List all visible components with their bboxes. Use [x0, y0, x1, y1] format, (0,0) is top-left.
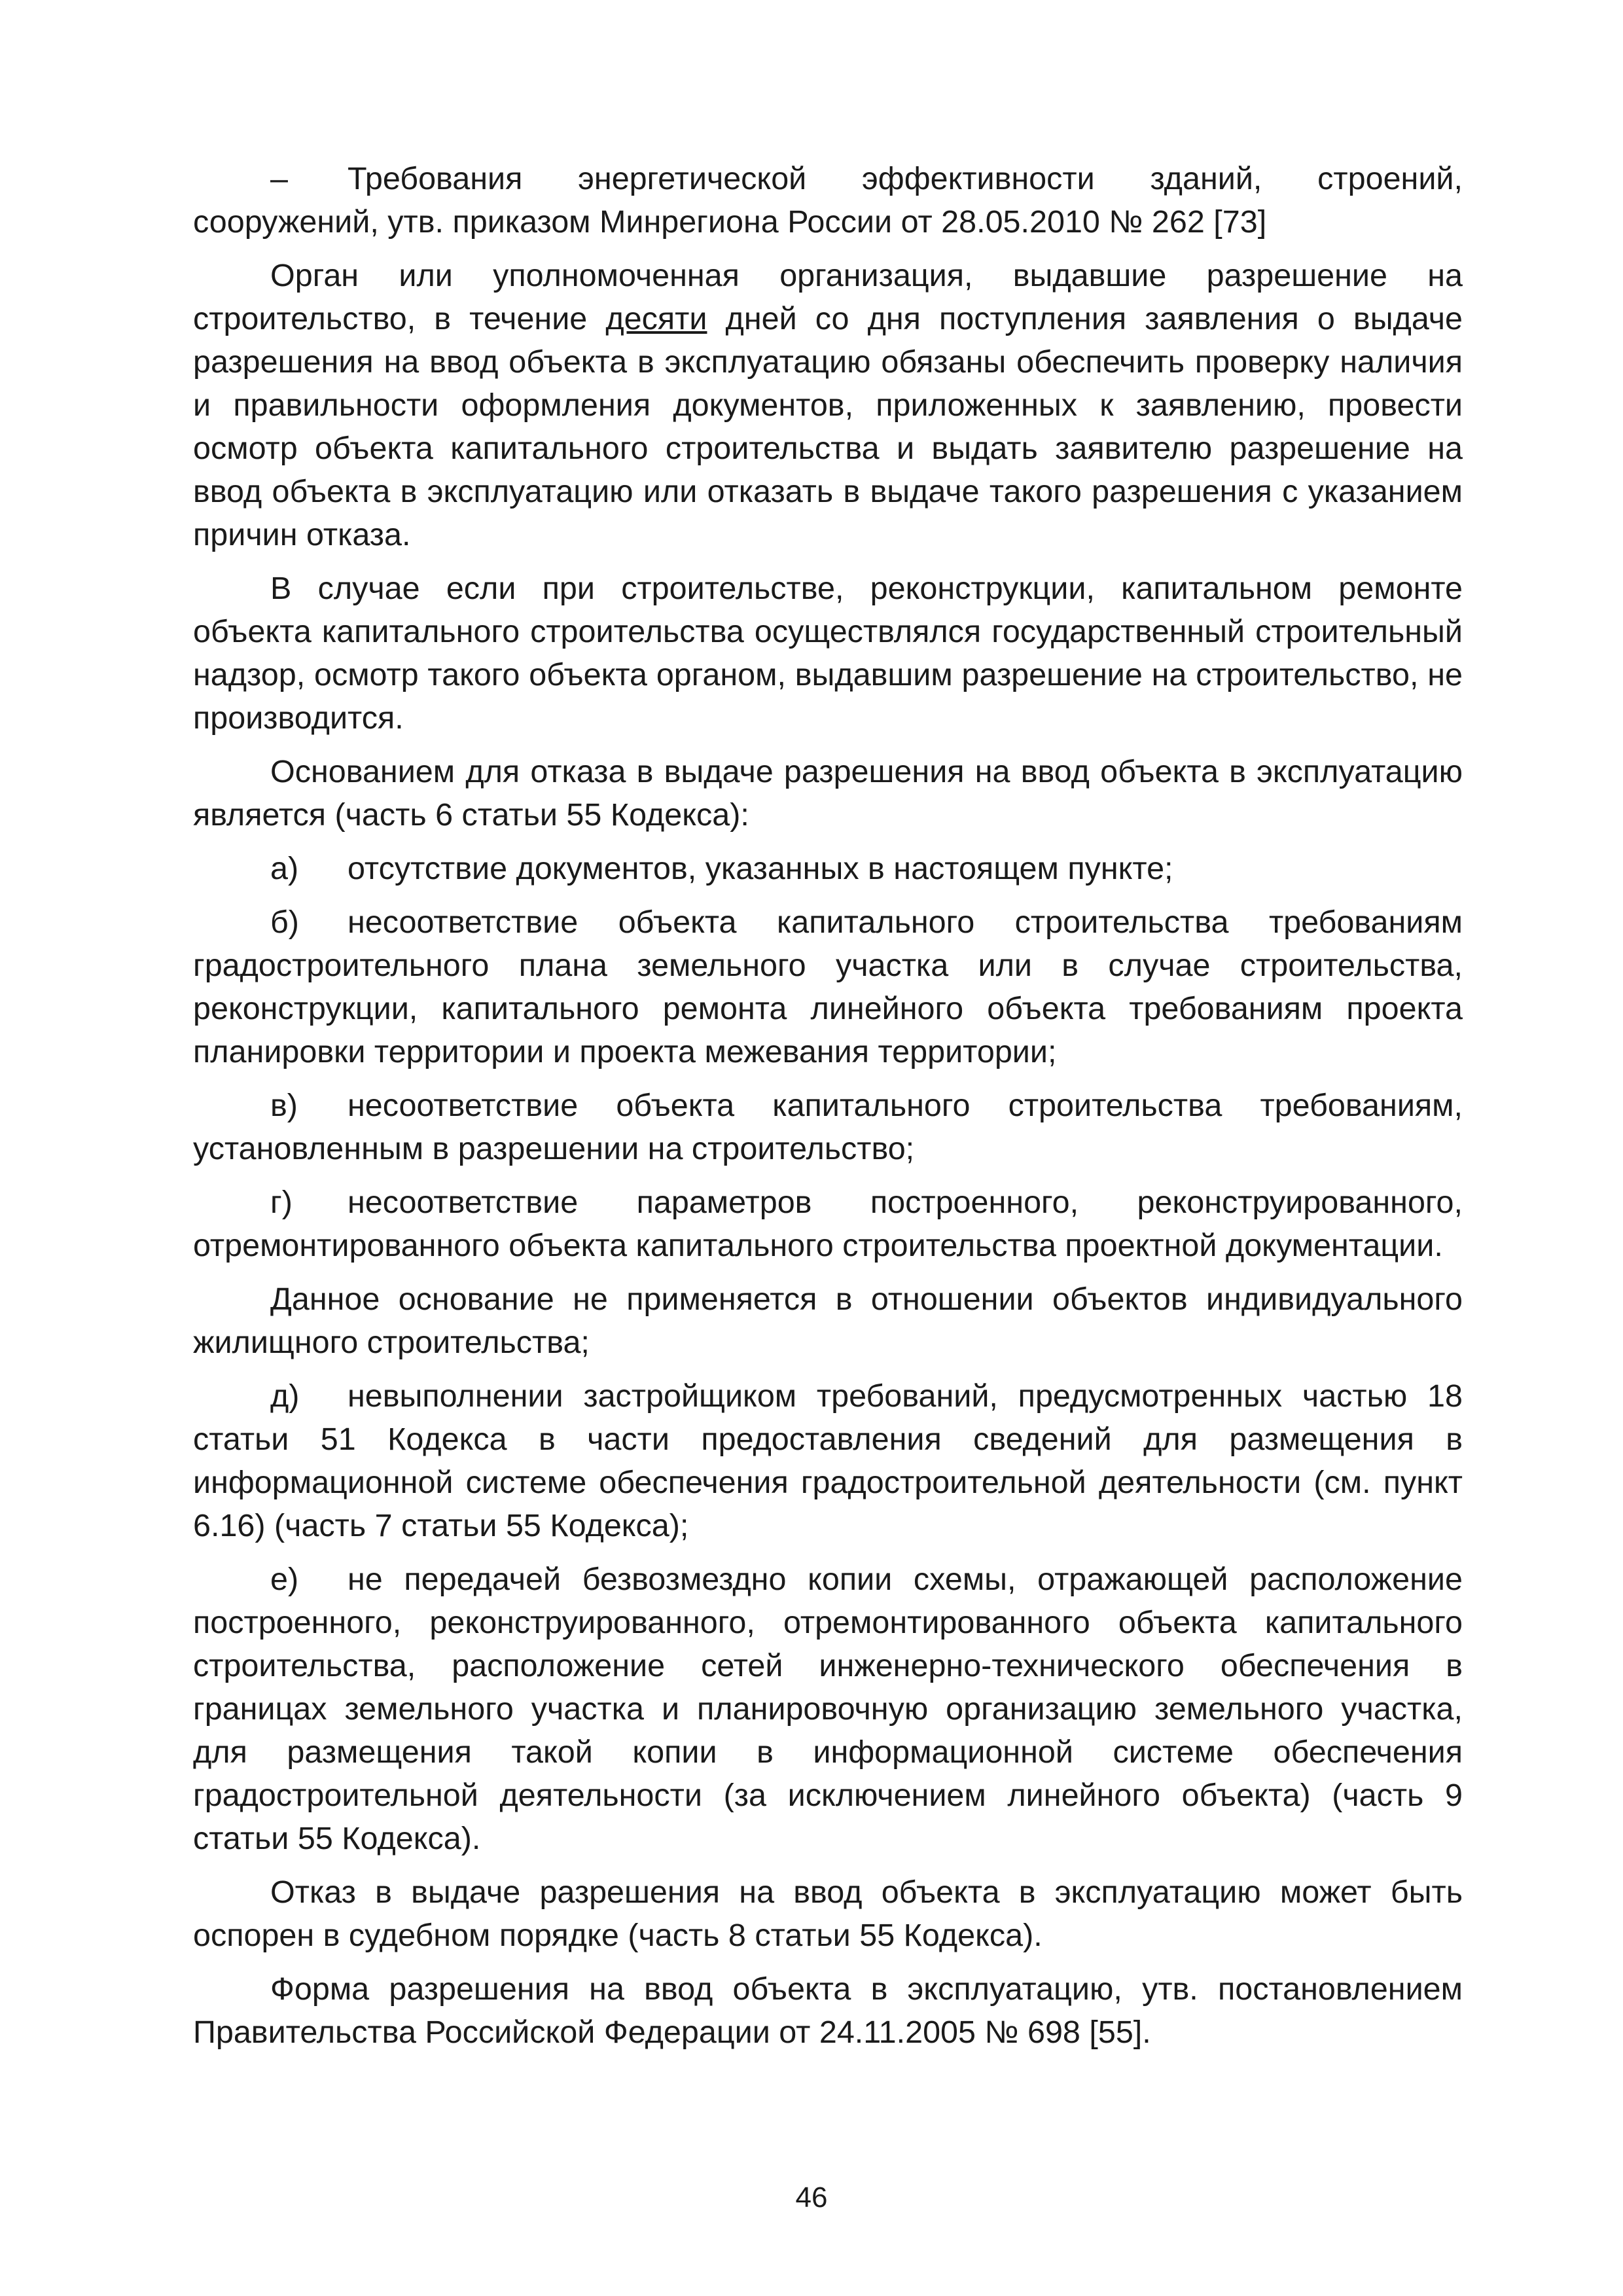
list-marker: д): [270, 1378, 300, 1414]
list-item-e: [193, 1558, 1463, 1860]
list-item-a: [193, 847, 1463, 890]
paragraph-text: Орган или уполномоченная организация, выдавшие разрешение на строительство, в течение: [193, 258, 1463, 336]
list-marker: в): [270, 1088, 298, 1123]
list-item-text: несоответствие объекта капитального строительства требованиям градостроительного плана земельного участка или в случае строительства, реконструкции, капитального ремонта линейного объекта требованиям проекта планировки территории и проекта межевания территории;: [193, 905, 1463, 1069]
list-marker: е): [270, 1562, 299, 1597]
list-item-v: [193, 1084, 1463, 1170]
list-item-b: [193, 901, 1463, 1073]
document-body: [193, 157, 1463, 2064]
paragraph-permit-form: Форма разрешения на ввод объекта в эксплуатацию, утв. постановлением Правительства Российской Федерации от 24.11.2005 № 698 [55].: [193, 1971, 1463, 2050]
page-number: 46: [795, 2181, 828, 2214]
paragraph-exception: Данное основание не применяется в отношении объектов индивидуального жилищного строительства;: [193, 1282, 1463, 1360]
underlined-term: десяти: [605, 301, 707, 336]
list-marker: б): [270, 905, 299, 940]
paragraph-inspection: [193, 254, 1463, 556]
list-item-g: [193, 1181, 1463, 1267]
paragraph-energy-requirements: [193, 157, 1463, 243]
paragraph-refusal-grounds: Основанием для отказа в выдаче разрешения на ввод объекта в эксплуатацию является (часть 6 статьи 55 Кодекса):: [193, 754, 1463, 833]
list-item-text: несоответствие объекта капитального строительства требованиям, установленным в разрешении на строительство;: [193, 1088, 1463, 1166]
list-marker: г): [270, 1185, 293, 1220]
list-item-d: [193, 1374, 1463, 1547]
list-item-text: отсутствие документов, указанных в настоящем пункте;: [348, 851, 1173, 886]
list-marker: а): [270, 851, 299, 886]
list-item-text: не передачей безвозмездно копии схемы, отражающей расположение построенного, реконструированного, отремонтированного объекта капитального строительства, расположение сетей инженерно-технического обеспечения в границах земельного участка и планировочную организацию земельного участка, для размещения такой копии в информационной системе обеспечения градостроительной деятельности (за исключением линейного объекта) (часть 9 статьи 55 Кодекса).: [193, 1562, 1463, 1856]
dash-marker: –: [270, 161, 288, 196]
paragraph-appeal: Отказ в выдаче разрешения на ввод объекта в эксплуатацию может быть оспорен в судебном порядке (часть 8 статьи 55 Кодекса).: [193, 1874, 1463, 1953]
paragraph-text: дней со дня поступления заявления о выдаче разрешения на ввод объекта в эксплуатацию обязаны обеспечить проверку наличия и правильности оформления документов, приложенных к заявлению, провести осмотр объекта капитального строительства и выдать заявителю разрешение на ввод объекта в эксплуатацию или отказать в выдаче такого разрешения с указанием причин отказа.: [193, 301, 1463, 552]
list-item-text: невыполнении застройщиком требований, предусмотренных частью 18 статьи 51 Кодекса в части предоставления сведений для размещения в информационной системе обеспечения градостроительной деятельности (см. пункт 6.16) (часть 7 статьи 55 Кодекса);: [193, 1378, 1463, 1543]
list-item-text: несоответствие параметров построенного, реконструированного, отремонтированного объекта капитального строительства проектной документации.: [193, 1185, 1463, 1263]
paragraph-state-supervision: В случае если при строительстве, реконструкции, капитальном ремонте объекта капитального строительства осуществлялся государственный строительный надзор, осмотр такого объекта органом, выдавшим разрешение на строительство, не производится.: [193, 571, 1463, 736]
paragraph-text: Требования энергетической эффективности зданий, строений, сооружений, утв. приказом Минрегиона России от 28.05.2010 № 262 [73]: [193, 161, 1463, 240]
